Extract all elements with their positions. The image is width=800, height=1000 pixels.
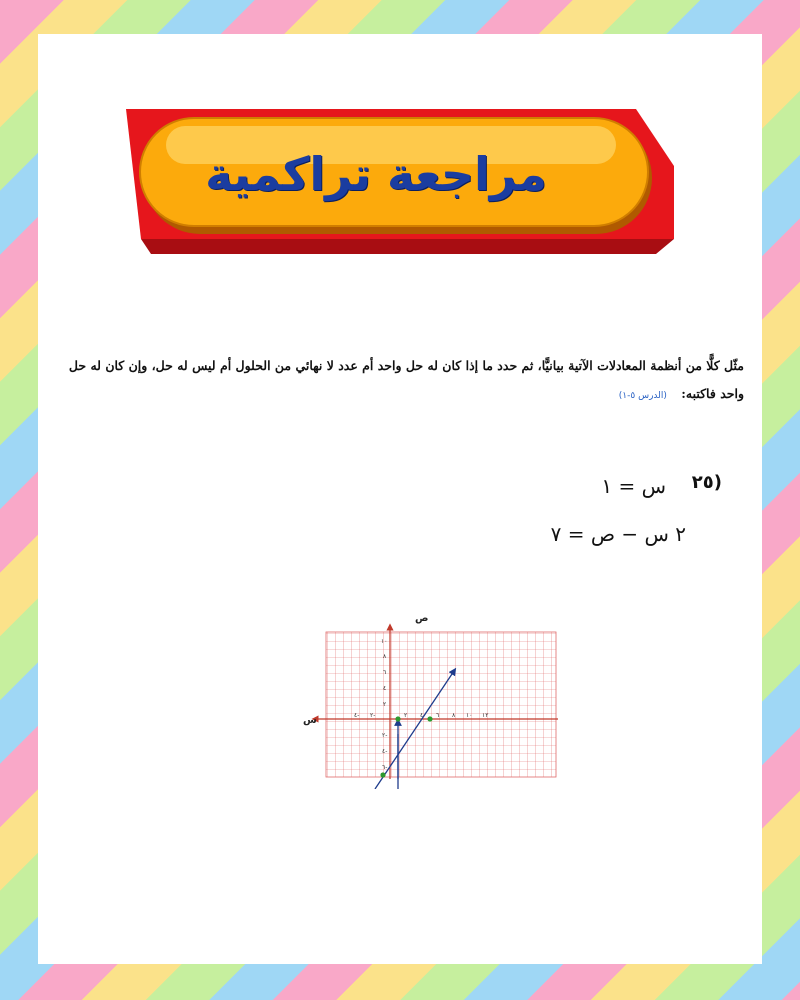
equation-2: ٢ س − ص = ٧ [550, 522, 686, 546]
y-tick-label: ١٠ [381, 638, 388, 645]
x-tick-label: ١٠ [466, 712, 473, 719]
grid [326, 632, 556, 777]
banner-red-shadow [141, 239, 674, 254]
y-tick-label: ٤- [382, 748, 388, 755]
y-tick-label: ٦ [383, 669, 387, 676]
x-tick-label: ٦ [436, 712, 440, 719]
y-tick-label: ٤ [383, 685, 387, 692]
graph-svg [303, 609, 568, 789]
x-tick-label: ٢- [370, 712, 376, 719]
x-tick-label: ٤- [354, 712, 360, 719]
x-tick-label: ٤ [420, 712, 424, 719]
worksheet-page [38, 34, 762, 964]
problem-number: ٢٥) [691, 472, 722, 493]
title-banner [126, 104, 686, 254]
y-tick-label: ٢- [382, 732, 388, 739]
point-on-line [395, 716, 400, 721]
x-tick-label: ٢ [404, 712, 408, 719]
point-on-line [380, 772, 385, 777]
x-axis-label: س [303, 715, 317, 726]
instructions-text: مثّل كلًّا من أنظمة المعادلات الآتية بيانيًّا، ثم حدد ما إذا كان له حل واحد أم عدد لا نهائي من الحلول أم ليس له حل، وإن كان له حل واحد فاكتبه: [68, 358, 744, 401]
equation-1: س = ١ [601, 474, 666, 498]
coordinate-graph [303, 609, 568, 789]
x-tick-label: ١٢ [482, 712, 489, 719]
y-tick-label: ٢ [383, 701, 387, 708]
y-tick-label: ٦- [382, 764, 388, 771]
y-axis-label: ص [415, 613, 429, 624]
lesson-reference: (الدرس ٥-١) [618, 391, 667, 401]
y-tick-label: ٨ [383, 653, 387, 660]
point-on-line [427, 716, 432, 721]
banner-title: مراجعة تراكمية [205, 147, 547, 201]
instructions-paragraph [52, 352, 744, 410]
x-tick-label: ٨ [452, 712, 456, 719]
